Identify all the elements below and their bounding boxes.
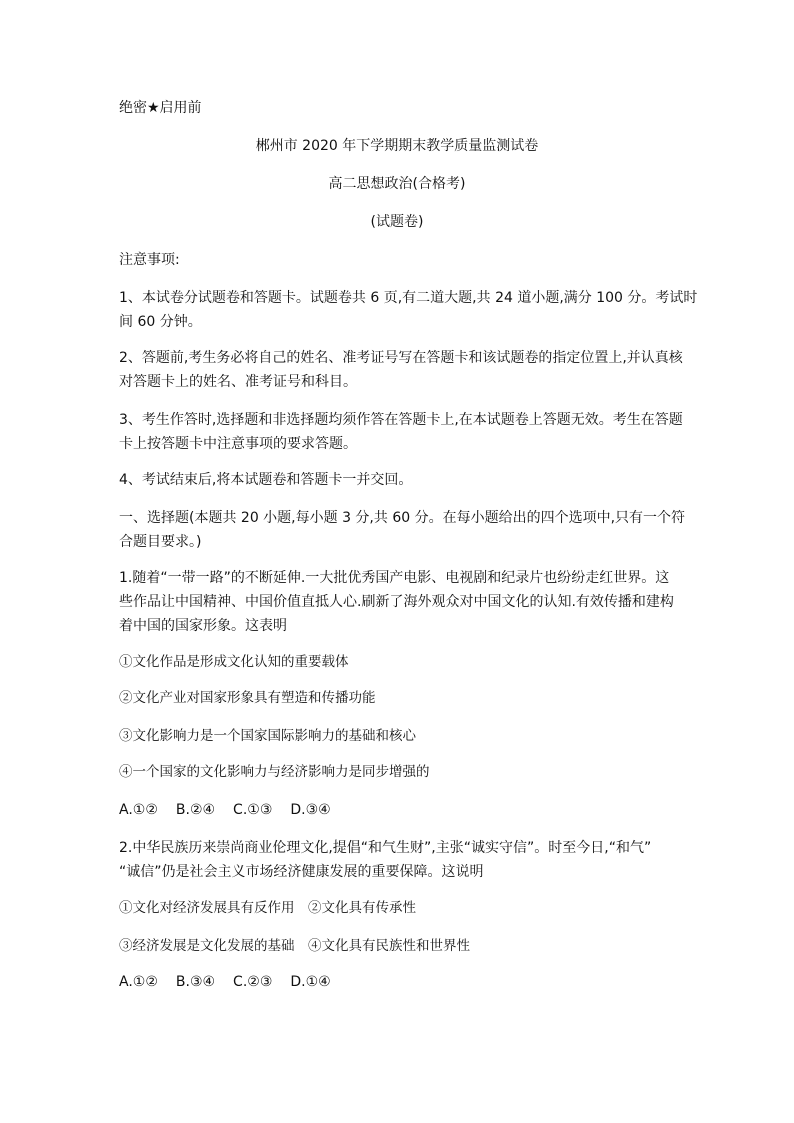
paper-type: (试题卷) <box>370 214 424 230</box>
exam-title: 郴州市 2020 年下学期期末教学质量监测试卷 <box>255 138 539 154</box>
note-4: 4、考试结束后,将本试题卷和答题卡一并交回。 <box>119 472 413 488</box>
note-2-line-2: 对答题卡上的姓名、准考证号和科目。 <box>119 374 357 390</box>
question-1-option-2: ②文化产业对国家形象具有塑造和传播功能 <box>119 690 376 706</box>
question-1-choice-c: C.①③ <box>233 802 273 818</box>
question-2-line-1: 2.中华民族历来崇尚商业伦理文化,提倡“和气生财”,主张“诚实守信”。时至今日,“和气” <box>119 840 652 856</box>
section-1-heading-line-2: 合题目要求。) <box>119 534 202 550</box>
question-1-choice-a: A.①② <box>119 802 158 818</box>
question-2-choice-d: D.①④ <box>290 974 331 990</box>
question-1-choice-b: B.②④ <box>175 802 216 818</box>
question-1-line-1: 1.随着“一带一路”的不断延伸.一大批优秀国产电影、电视剧和纪录片也纷纷走红世界。这 <box>119 570 670 586</box>
question-2-options-row-1: ①文化对经济发展具有反作用 ②文化具有传承性 <box>119 900 416 916</box>
question-2-line-2: “诚信”仍是社会主义市场经济健康发展的重要保障。这说明 <box>119 864 484 880</box>
note-1-line-2: 间 60 分钟。 <box>119 314 202 330</box>
question-1-choices <box>119 798 679 822</box>
question-2-choices <box>119 970 679 994</box>
confidential-label: 绝密★启用前 <box>119 100 202 116</box>
question-1-option-4: ④一个国家的文化影响力与经济影响力是同步增强的 <box>119 764 430 780</box>
question-1-option-1: ①文化作品是形成文化认知的重要载体 <box>119 654 349 670</box>
note-2-line-1: 2、答题前,考生务必将自己的姓名、准考证号写在答题卡和该试题卷的指定位置上,并认真核 <box>119 350 683 366</box>
question-1-line-2: 些作品让中国精神、中国价值直抵人心.刷新了海外观众对中国文化的认知.有效传播和建构 <box>119 594 674 610</box>
question-2-choice-c: C.②③ <box>233 974 273 990</box>
section-1-heading-line-1: 一、选择题(本题共 20 小题,每小题 3 分,共 60 分。在每小题给出的四个选项中,只有一个符 <box>119 510 686 526</box>
note-1-line-1: 1、本试卷分试题卷和答题卡。试题卷共 6 页,有二道大题,共 24 道小题,满分 100 分。考试时 <box>119 290 698 306</box>
notes-heading: 注意事项: <box>119 252 180 268</box>
question-2-options-row-2: ③经济发展是文化发展的基础 ④文化具有民族性和世界性 <box>119 938 470 954</box>
question-1-choice-d: D.③④ <box>290 802 331 818</box>
question-2-choice-a: A.①② <box>119 974 158 990</box>
note-3-line-2: 卡上按答题卡中注意事项的要求答题。 <box>119 436 357 452</box>
question-1-line-3: 着中国的国家形象。这表明 <box>119 618 287 634</box>
note-3-line-1: 3、考生作答时,选择题和非选择题均须作答在答题卡上,在本试题卷上答题无效。考生在答题 <box>119 412 683 428</box>
exam-subtitle: 高二思想政治(合格考) <box>328 176 466 192</box>
question-1-option-3: ③文化影响力是一个国家国际影响力的基础和核心 <box>119 728 416 744</box>
question-2-choice-b: B.③④ <box>175 974 216 990</box>
